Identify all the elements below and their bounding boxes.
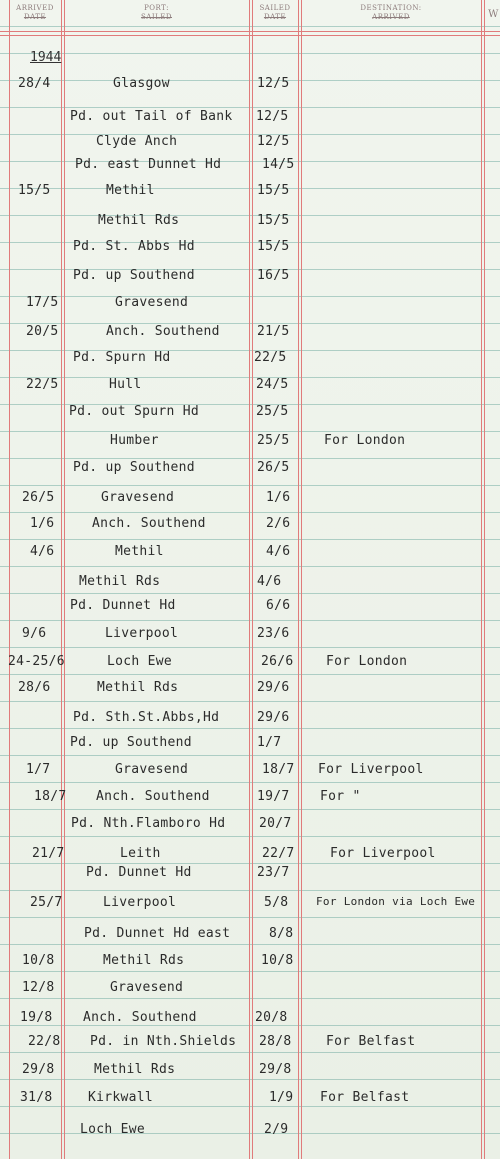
sailed-date: 2/9 <box>264 1122 289 1137</box>
port-name: Gravesend <box>115 295 189 310</box>
arrived-date: 20/5 <box>26 324 59 339</box>
port-name: Pd. Sth.St.Abbs,Hd <box>73 710 220 725</box>
arrived-date: 1/6 <box>30 516 55 531</box>
column-rule <box>9 0 10 1159</box>
port-name: Methil <box>106 183 155 198</box>
sailed-date: 23/7 <box>257 865 290 880</box>
port-name: Methil Rds <box>97 680 179 695</box>
sailed-date: 19/7 <box>257 789 290 804</box>
port-name: Anch. Southend <box>96 789 210 804</box>
sailed-date: 4/6 <box>266 544 291 559</box>
sailed-date: 1/6 <box>266 490 291 505</box>
sailed-date: 8/8 <box>269 926 294 941</box>
arrived-date: 17/5 <box>26 295 59 310</box>
column-rule <box>481 0 482 1159</box>
destination-note: For London <box>326 654 408 669</box>
arrived-date: 1/7 <box>26 762 51 777</box>
column-rule <box>64 0 65 1159</box>
arrived-date: 22/8 <box>28 1034 61 1049</box>
destination-note: For London via Loch Ewe <box>316 895 476 908</box>
port-name: Pd. Nth.Flamboro Hd <box>71 816 226 831</box>
port-name: Hull <box>109 377 142 392</box>
port-name: Pd. out Spurn Hd <box>69 404 200 419</box>
column-rule <box>61 0 62 1159</box>
port-name: Pd. up Southend <box>73 460 195 475</box>
sailed-date: 5/8 <box>264 895 289 910</box>
header-destination-arrived: DESTINATION: ARRIVED <box>360 4 422 21</box>
arrived-date: 29/8 <box>22 1062 55 1077</box>
port-name: Gravesend <box>115 762 189 777</box>
column-rule <box>484 0 485 1159</box>
arrived-date: 22/5 <box>26 377 59 392</box>
port-name: Loch Ewe <box>80 1122 146 1137</box>
port-name: Pd. Dunnet Hd <box>70 598 176 613</box>
sailed-date: 23/6 <box>257 626 290 641</box>
sailed-date: 14/5 <box>262 157 295 172</box>
port-name: Pd. up Southend <box>73 268 195 283</box>
arrived-date: 25/7 <box>30 895 63 910</box>
arrived-date: 31/8 <box>20 1090 53 1105</box>
arrived-date: 21/7 <box>32 846 65 861</box>
sailed-date: 18/7 <box>262 762 295 777</box>
header-port-sailed: PORT: SAILED <box>141 4 172 21</box>
port-name: Methil Rds <box>98 213 180 228</box>
port-name: Pd. Dunnet Hd <box>86 865 192 880</box>
sailed-date: 1/7 <box>257 735 282 750</box>
sailed-date: 29/8 <box>259 1062 292 1077</box>
sailed-date: 21/5 <box>257 324 290 339</box>
destination-note: For Liverpool <box>330 846 436 861</box>
sailed-date: 25/5 <box>257 433 290 448</box>
sailed-date: 12/5 <box>257 134 290 149</box>
header-arrived-date: ARRIVED DATE <box>16 4 54 21</box>
sailed-date: 12/5 <box>257 76 290 91</box>
sailed-date: 20/8 <box>255 1010 288 1025</box>
sailed-date: 26/6 <box>261 654 294 669</box>
port-name: Gravesend <box>101 490 175 505</box>
sailed-date: 15/5 <box>257 239 290 254</box>
header-rule <box>0 35 500 36</box>
port-name: Anch. Southend <box>83 1010 197 1025</box>
port-name: Anch. Southend <box>92 516 206 531</box>
port-name: Pd. east Dunnet Hd <box>75 157 222 172</box>
sailed-date: 29/6 <box>257 710 290 725</box>
sailed-date: 1/9 <box>269 1090 294 1105</box>
port-name: Pd. up Southend <box>70 735 192 750</box>
arrived-date: 28/4 <box>18 76 51 91</box>
column-rule <box>252 0 253 1159</box>
sailed-date: 25/5 <box>256 404 289 419</box>
port-name: Pd. out Tail of Bank <box>70 109 233 124</box>
header-sailed-date: SAILED DATE <box>259 4 291 21</box>
sailed-date: 12/5 <box>256 109 289 124</box>
sailed-date: 22/7 <box>262 846 295 861</box>
port-name: Liverpool <box>103 895 177 910</box>
port-name: Methil Rds <box>79 574 161 589</box>
arrived-date: 28/6 <box>18 680 51 695</box>
column-rule <box>301 0 302 1159</box>
header-extra: W <box>488 9 499 20</box>
destination-note: For London <box>324 433 406 448</box>
arrived-date: 12/8 <box>22 980 55 995</box>
arrived-date: 4/6 <box>30 544 55 559</box>
sailed-date: 26/5 <box>257 460 290 475</box>
port-name: Kirkwall <box>88 1090 154 1105</box>
sailed-date: 4/6 <box>257 574 282 589</box>
sailed-date: 24/5 <box>256 377 289 392</box>
port-name: Clyde Anch <box>96 134 178 149</box>
port-name: Humber <box>110 433 159 448</box>
port-name: Pd. in Nth.Shields <box>90 1034 237 1049</box>
port-name: Anch. Southend <box>106 324 220 339</box>
port-name: Pd. Dunnet Hd east <box>84 926 231 941</box>
port-name: Liverpool <box>105 626 179 641</box>
arrived-date: 18/7 <box>34 789 67 804</box>
port-name: Loch Ewe <box>107 654 173 669</box>
sailed-date: 6/6 <box>266 598 291 613</box>
sailed-date: 29/6 <box>257 680 290 695</box>
arrived-date: 24-25/6 <box>8 654 65 669</box>
sailed-date: 15/5 <box>257 213 290 228</box>
destination-note: For " <box>320 789 361 804</box>
sailed-date: 28/8 <box>259 1034 292 1049</box>
port-name: Methil <box>115 544 164 559</box>
sailed-date: 22/5 <box>254 350 287 365</box>
sailed-date: 10/8 <box>261 953 294 968</box>
port-name: Pd. Spurn Hd <box>73 350 171 365</box>
sailed-date: 20/7 <box>259 816 292 831</box>
destination-note: For Belfast <box>326 1034 416 1049</box>
port-name: Leith <box>120 846 161 861</box>
arrived-date: 9/6 <box>22 626 47 641</box>
column-rule <box>298 0 299 1159</box>
arrived-date: 10/8 <box>22 953 55 968</box>
arrived-date: 19/8 <box>20 1010 53 1025</box>
sailed-date: 2/6 <box>266 516 291 531</box>
destination-note: For Liverpool <box>318 762 424 777</box>
port-name: Methil Rds <box>94 1062 176 1077</box>
arrived-date: 26/5 <box>22 490 55 505</box>
arrived-date: 15/5 <box>18 183 51 198</box>
port-name: Gravesend <box>110 980 184 995</box>
year-label: 1944 <box>30 50 62 65</box>
destination-note: For Belfast <box>320 1090 410 1105</box>
port-name: Glasgow <box>113 76 170 91</box>
port-name: Pd. St. Abbs Hd <box>73 239 195 254</box>
sailed-date: 16/5 <box>257 268 290 283</box>
sailed-date: 15/5 <box>257 183 290 198</box>
port-name: Methil Rds <box>103 953 185 968</box>
header-rule <box>0 31 500 32</box>
column-rule <box>249 0 250 1159</box>
